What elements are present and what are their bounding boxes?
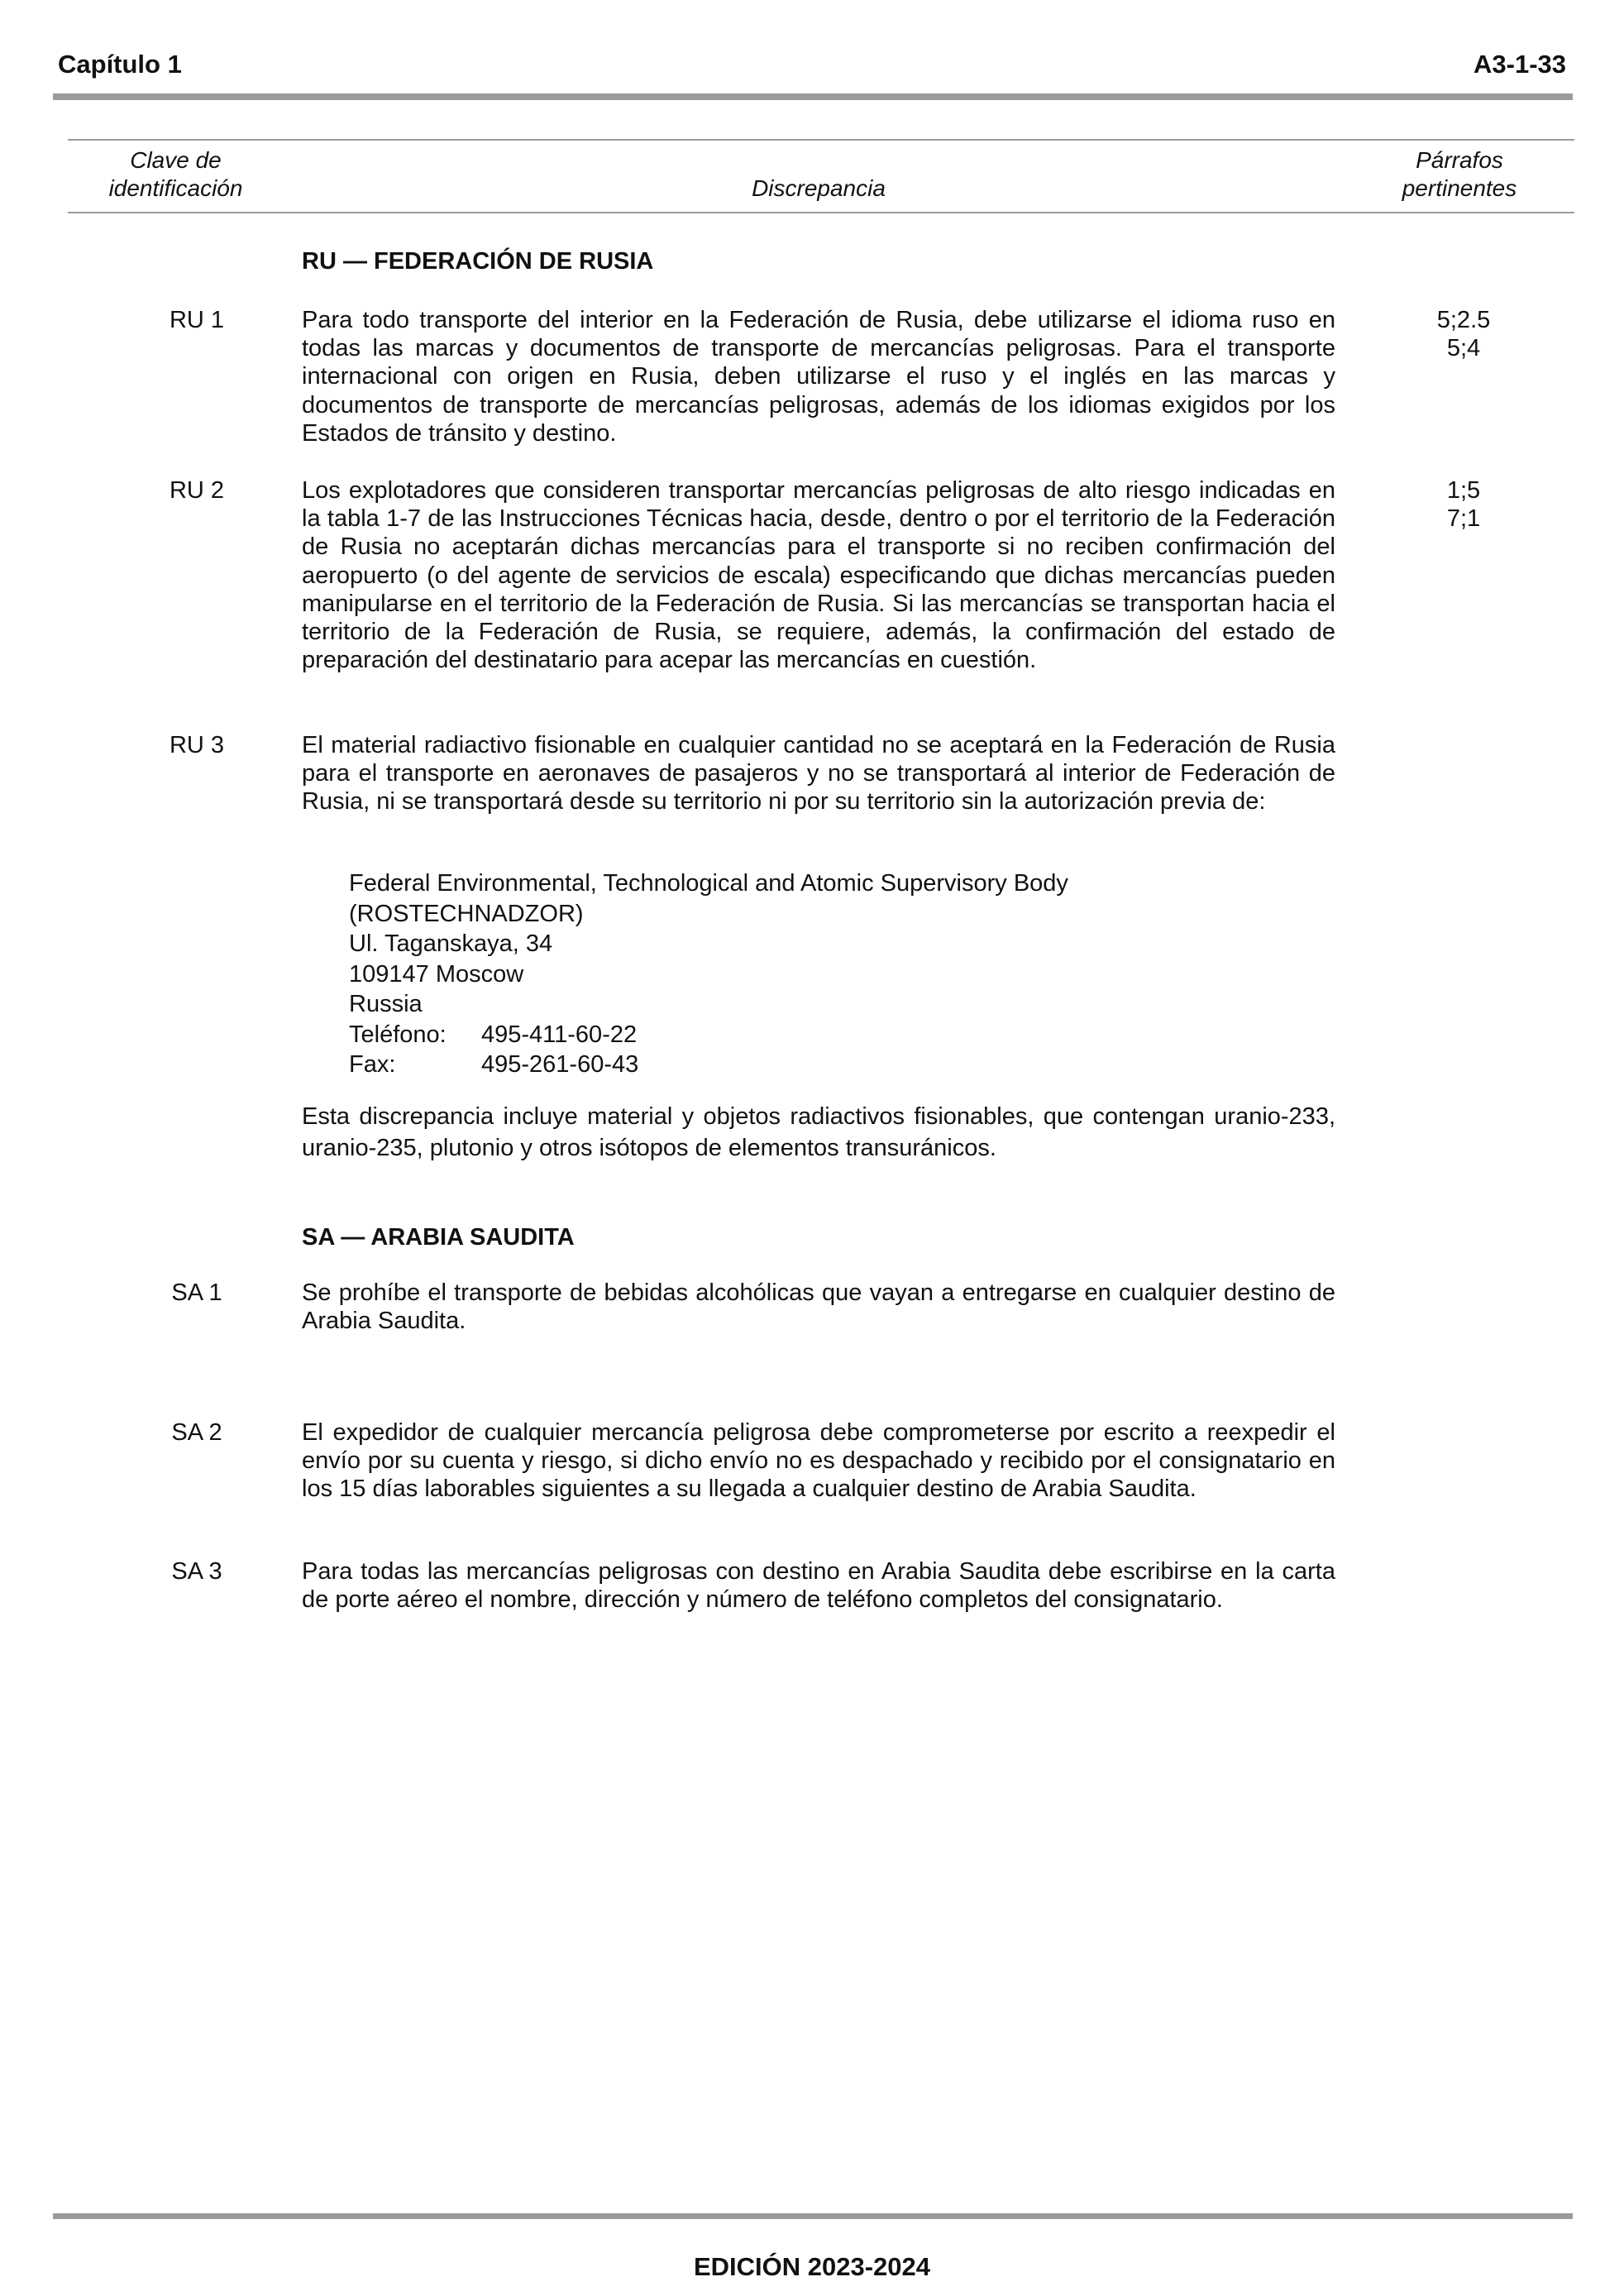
- phone-label: Teléfono:: [349, 1021, 447, 1048]
- entry-refs-ru2: [1381, 476, 1546, 533]
- table-header-top-rule: [68, 139, 1574, 141]
- entry-code-sa3: SA 3: [171, 1558, 222, 1585]
- entry-code-ru2: RU 2: [169, 477, 225, 504]
- entry-code-ru3: RU 3: [169, 732, 225, 758]
- ref-ru2-1: 1;5: [1446, 477, 1481, 504]
- entry-refs-ru1: [1381, 306, 1546, 362]
- entry-text-ru3: El material radiactivo fisionable en cualquier cantidad no se aceptará en la Federación de Rusia para el transporte en aeronaves de pasajeros y no se transportará al interior de Federación de Rusia, ni se transportará desde su territorio ni por su territorio sin la autorización previa de:: [302, 732, 1335, 816]
- entry-text-sa3: Para todas las mercancías peligrosas con destino en Arabia Saudita debe escribirse en la carta de porte aéreo el nombre, dirección y número de teléfono completos del consignatario.: [302, 1558, 1335, 1614]
- table-header-bottom-rule: [68, 212, 1574, 213]
- fax-label: Fax:: [349, 1051, 396, 1078]
- footer-divider: [53, 2213, 1573, 2219]
- entry-text-ru1: Para todo transporte del interior en la Federación de Rusia, debe utilizarse el idioma ruso en todas las marcas y documentos de transporte de mercancías peligrosas. Para el transporte internacional con origen en Rusia, deben utilizarse el ruso y el inglés en las marcas y documentos de transporte de mercancías peligrosas, además de los idiomas exigidos por los Estados de tránsito y destino.: [302, 307, 1335, 447]
- column-header-parrafos: [1373, 146, 1546, 203]
- section-title-ru: RU — FEDERACIÓN DE RUSIA: [302, 248, 654, 275]
- address-country: Russia: [349, 991, 423, 1017]
- address-fax-row: [349, 1050, 1259, 1080]
- address-phone-row: [349, 1020, 1259, 1050]
- edition-label: EDICIÓN 2023-2024: [693, 2252, 931, 2281]
- ref-ru2-2: 7;1: [1446, 505, 1481, 532]
- entry-code-ru1: RU 1: [169, 307, 225, 333]
- fax-number: 495-261-60-43: [481, 1051, 639, 1078]
- address-street: Ul. Taganskaya, 34: [349, 930, 553, 957]
- ref-ru1-1: 5;2.5: [1436, 307, 1491, 333]
- column-header-parrafos-line1: Párrafos: [1416, 147, 1503, 173]
- chapter-label: Capítulo 1: [58, 50, 182, 79]
- column-header-clave-line2: identificación: [108, 175, 243, 201]
- column-header-parrafos-line2: pertinentes: [1402, 175, 1517, 201]
- entry-code-sa1: SA 1: [171, 1280, 222, 1306]
- address-city: 109147 Moscow: [349, 960, 524, 988]
- column-header-discrepancia: Discrepancia: [752, 175, 886, 201]
- entry-text-sa1: Se prohíbe el transporte de bebidas alcohólicas que vayan a entregarse en cualquier destino de Arabia Saudita.: [302, 1280, 1335, 1335]
- entry-note-ru3: Esta discrepancia incluye material y objetos radiactivos fisionables, que contengan uranio-233, uranio-235, plutonio y otros isótopos de elementos transuránicos.: [302, 1103, 1335, 1161]
- address-org-line2: (ROSTECHNADZOR): [349, 900, 584, 927]
- header-divider: [53, 93, 1573, 100]
- entry-code-sa2: SA 2: [171, 1419, 222, 1446]
- column-header-clave: [83, 146, 269, 203]
- phone-number: 495-411-60-22: [481, 1021, 638, 1048]
- address-org-line1: Federal Environmental, Technological and Atomic Supervisory Body: [349, 870, 1068, 897]
- ref-ru1-2: 5;4: [1446, 335, 1481, 361]
- contact-address-block: [349, 868, 1259, 1080]
- entry-text-sa2: El expedidor de cualquier mercancía peligrosa debe comprometerse por escrito a reexpedir el envío por su cuenta y riesgo, si dicho envío no es despachado y recibido por el consignatario en los 15 días laborables siguientes a su llegada a cualquier destino de Arabia Saudita.: [302, 1419, 1335, 1503]
- column-header-clave-line1: Clave de: [130, 147, 222, 173]
- page-number: A3-1-33: [1474, 50, 1566, 79]
- section-title-sa: SA — ARABIA SAUDITA: [302, 1224, 575, 1251]
- entry-text-ru2: Los explotadores que consideren transportar mercancías peligrosas de alto riesgo indicadas en la tabla 1-7 de las Instrucciones Técnicas hacia, desde, dentro o por el territorio de la Federación de Rusia no aceptarán dichas mercancías para el transporte si no reciben confirmación del aeropuerto (o del agente de servicios de escala) especificando que dichas mercancías pueden manipularse en el territorio de la Federación de Rusia. Si las mercancías se transportan hacia el territorio de la Federación de Rusia, se requiere, además, la confirmación del estado de preparación del destinatario para acepar las mercancías en cuestión.: [302, 477, 1335, 674]
